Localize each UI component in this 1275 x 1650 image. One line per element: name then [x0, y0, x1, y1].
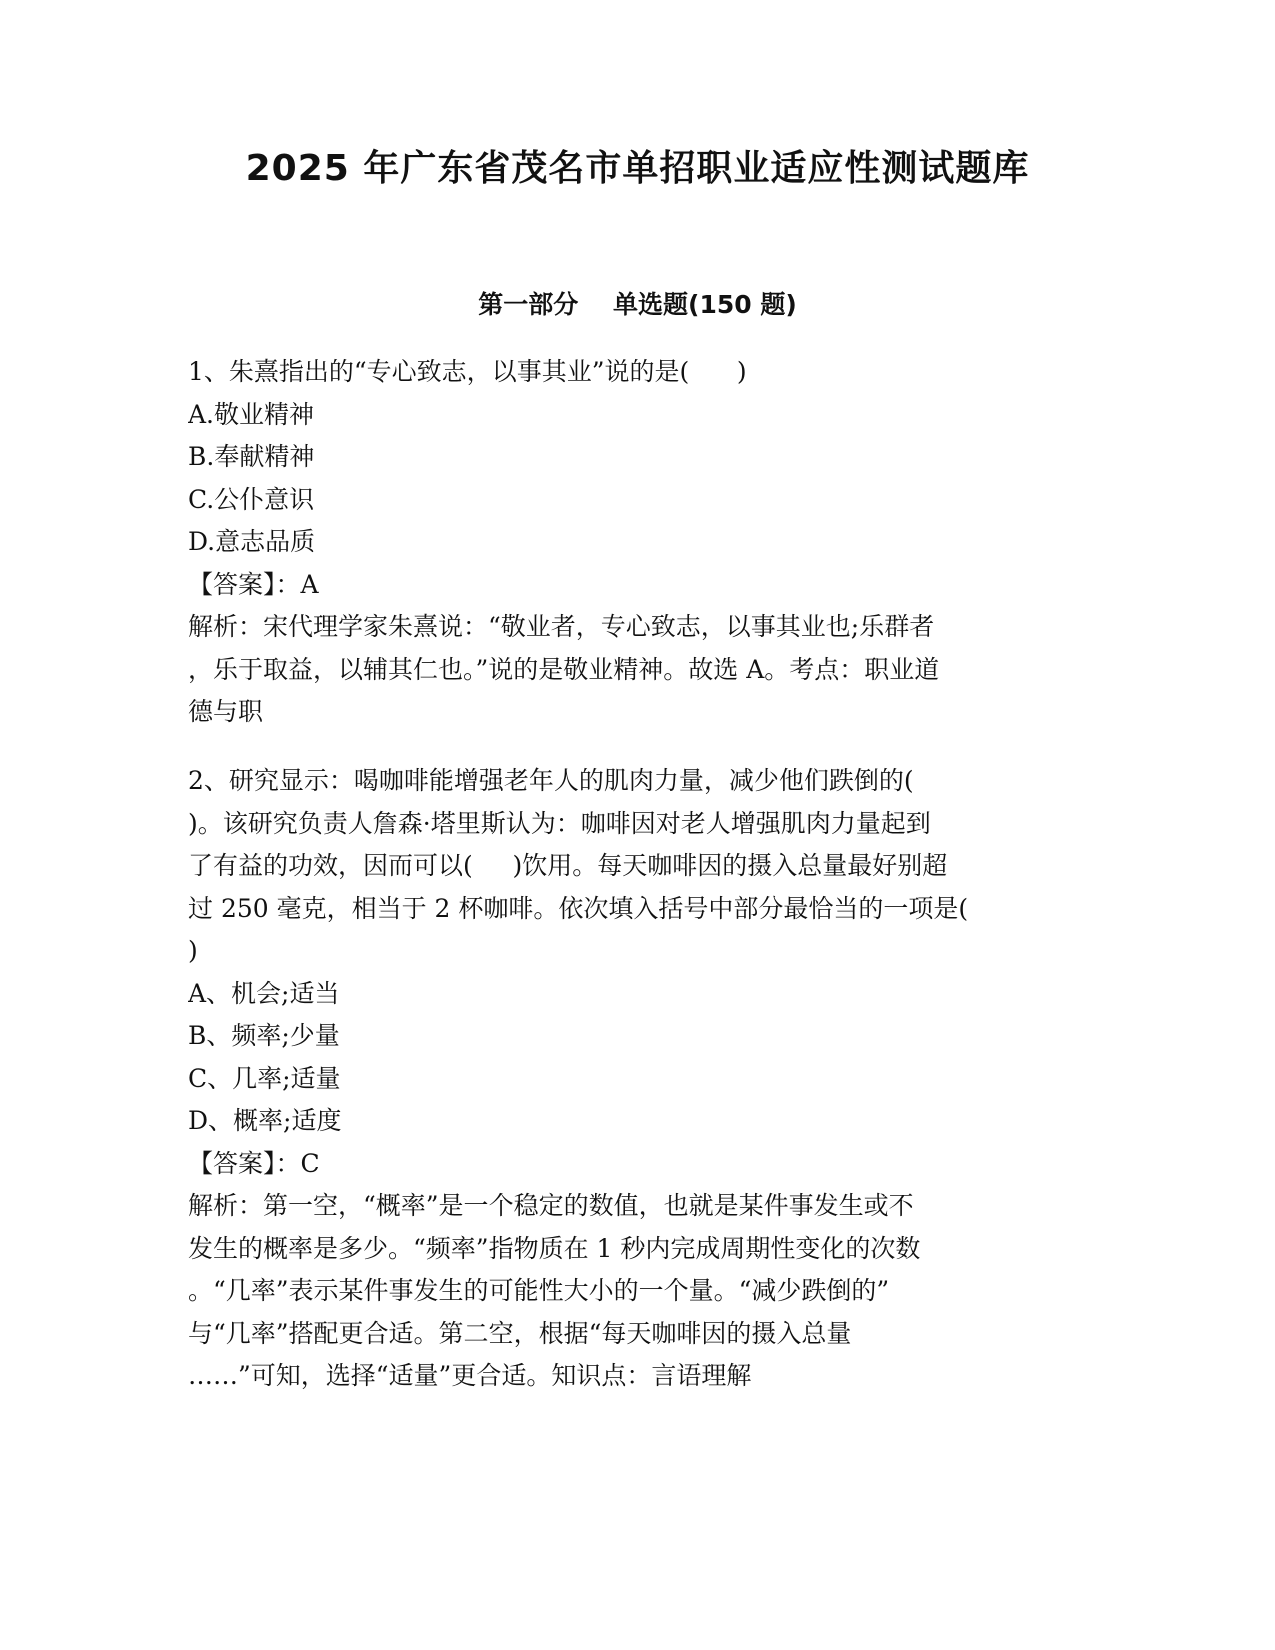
option-c: C、几率;适量 — [188, 1063, 341, 1093]
analysis-line: 发生的概率是多少。“频率”指物质在 1 秒内完成周期性变化的次数 — [188, 1233, 921, 1263]
option-d: D、概率;适度 — [188, 1106, 342, 1135]
document-title: 2025 年广东省茂名市单招职业适应性测试题库 — [245, 148, 1030, 189]
option-a: A、机会;适当 — [188, 978, 340, 1008]
option-d: D.意志品质 — [188, 527, 316, 556]
answer: 【答案】：C — [188, 1148, 320, 1178]
question-stem: 了有益的功效，因而可以( )饮用。每天咖啡因的摄入总量最好别超 — [188, 851, 948, 880]
question-stem: 1、朱熹指出的“专心致志，以事其业”说的是( ) — [188, 357, 747, 386]
analysis-line: 德与职 — [188, 697, 264, 726]
option-b: B.奉献精神 — [188, 442, 315, 471]
option-b: B、频率;少量 — [188, 1021, 340, 1050]
analysis-line: 。“几率”表示某件事发生的可能性大小的一个量。“减少跌倒的” — [188, 1276, 890, 1305]
option-a: A.敬业精神 — [188, 399, 315, 429]
answer: 【答案】：A — [188, 569, 319, 599]
question-stem: 2、研究显示：喝咖啡能增强老年人的肌肉力量，减少他们跌倒的( — [188, 766, 914, 795]
analysis-line: ，乐于取益，以辅其仁也。”说的是敬业精神。故选 A。考点：职业道 — [188, 654, 940, 684]
question-stem: )。该研究负责人詹森·塔里斯认为：咖啡因对老人增强肌肉力量起到 — [188, 808, 931, 838]
section-heading: 第一部分 单选题(150 题) — [478, 290, 797, 319]
option-c: C.公仆意识 — [188, 484, 315, 514]
question-stem: ) — [188, 936, 198, 965]
analysis-line: 解析：第一空，“概率”是一个稳定的数值，也就是某件事发生或不 — [188, 1191, 914, 1220]
question-stem: 过 250 毫克，相当于 2 杯咖啡。依次填入括号中部分最恰当的一项是( — [188, 893, 969, 923]
analysis-line: 与“几率”搭配更合适。第二空，根据“每天咖啡因的摄入总量 — [188, 1318, 852, 1348]
question-2 — [188, 760, 1088, 1398]
analysis-line: 解析：宋代理学家朱熹说：“敬业者，专心致志，以事其业也;乐群者 — [188, 612, 935, 641]
analysis-line: ……”可知，选择“适量”更合适。知识点：言语理解 — [188, 1361, 752, 1390]
question-1 — [188, 351, 1088, 734]
